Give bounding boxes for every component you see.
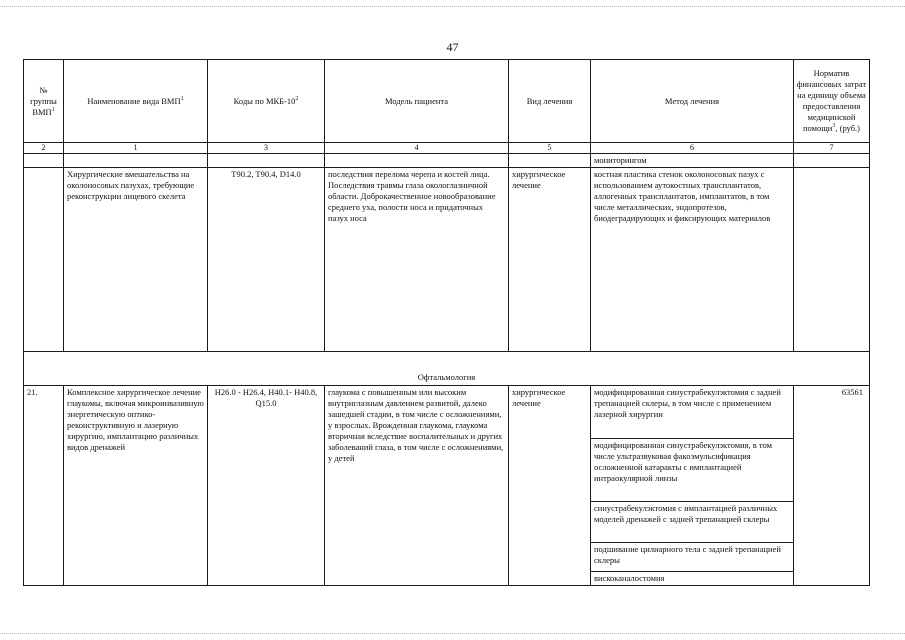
continuation-row [24,154,870,168]
scan-edge-top [0,6,905,7]
row-a-name: Хирургические вмешательства на околоносовых пазухах, требующие реконструкции лицевого скелета [64,168,208,352]
row-21-method: модифицированная синустрабекулэктомия, в том числе ультразвуковая факоэмульсификация осложненной катаракты с имплантацией интраокулярной линзы [591,439,794,502]
column-number: 7 [794,143,870,154]
table-row-21 [24,386,870,439]
column-number: 1 [64,143,208,154]
column-number: 3 [208,143,325,154]
header-method: Метод лечения [591,60,794,143]
column-number: 6 [591,143,794,154]
header-codes: Коды по МКБ-$10^2$ [208,60,325,143]
column-number: 2 [24,143,64,154]
header-name: Наименование вида ВМП$^1$ [64,60,208,143]
header-row [24,60,870,143]
table-row-sinus-reconstruction [24,168,870,352]
scan-edge-bottom [0,633,905,634]
page-number: 47 [446,40,459,54]
column-number: 4 [325,143,509,154]
section-row-ophthalmology [24,352,870,386]
row-21-name: Комплексное хирургическое лечение глаукомы, включая микроинвазивную энергетическую оптико-реконструктивную и лазерную хирургию, имплантацию различных видов дренажей [64,386,208,586]
column-number-row [24,143,870,154]
row-21-method: подшивание цилиарного тела с задней трепанацией склеры [591,543,794,572]
row-a-method: костная пластика стенок околоносовых пазух с использованием аутокостных трансплантатов, аллогенных трансплантатов, имплантатов, в том числе металлических, эндопротезов, биодеградирующих и фиксирующих материалов [591,168,794,352]
row-a-treatment-type: хирургическое лечение [509,168,591,352]
row-21-method: модифицированная синустрабекулэктомия с задней трепанацией склеры, в том числе с применением лазерной хирургии [591,386,794,439]
row-21-group: 21. [24,386,64,586]
header-treatment-type: Вид лечения [509,60,591,143]
header-norm: Норматив финансовых затрат на единицу объема предоставления медицинской помощи$^3$, (руб.) [794,60,870,143]
row-21-codes: H26.0 - H26.4, H40.1- H40.8, Q15.0 [208,386,325,586]
row-21-treatment-type: хирургическое лечение [509,386,591,586]
row-a-patient-model: последствия перелома черепа и костей лица. Последствия травмы глаза окологлазничной области. Доброкачественное новообразование среднего уха, полости носа и придаточных пазух носа [325,168,509,352]
header-group: № группы ВМП$^1$ [24,60,64,143]
row-21-method: синустрабекулэктомия с имплантацией различных моделей дренажей с задней трепанацией склеры [591,502,794,543]
vmp-table [23,59,870,586]
row-a-codes: T90.2, T90.4, D14.0 [208,168,325,352]
header-patient-model: Модель пациента [325,60,509,143]
column-number: 5 [509,143,591,154]
row-21-norm: 63561 [794,386,870,586]
continuation-method: мониторингом [591,154,794,168]
row-21-method: вискоканалостомия [591,572,794,586]
row-21-patient-model: глаукома с повышенным или высоким внутриглазным давлением развитой, далеко зашедшей стадии, в том числе с осложнениями, у взрослых. Врожденная глаукома, глаукома вторичная вследствие воспалительных и других заболеваний глаза, в том числе с осложнениями, у детей [325,386,509,586]
section-title: Офтальмология [24,352,870,386]
